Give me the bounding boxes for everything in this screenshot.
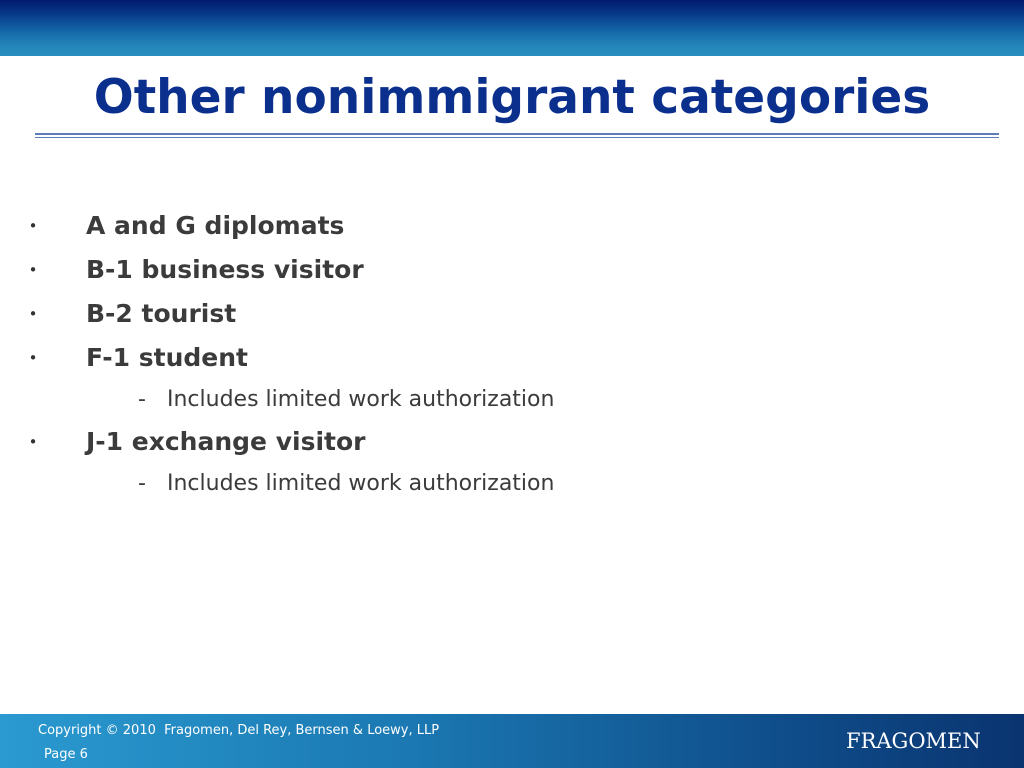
dash-icon: - (138, 471, 146, 496)
sub-list-item (0, 380, 1024, 420)
sub-bullet-text: Includes limited work authorization (167, 387, 555, 412)
title-rule (35, 133, 999, 135)
header-bar (0, 0, 1024, 56)
bullet-icon: • (28, 349, 38, 367)
copyright-text: Copyright © 2010 Fragomen, Del Rey, Bernsen & Loewy, LLP (38, 723, 440, 738)
list-item (0, 204, 1024, 248)
bullet-icon: • (28, 261, 38, 279)
footer-bar (0, 714, 1024, 768)
title-rule-thin (35, 137, 999, 138)
slide-title: Other nonimmigrant categories (93, 70, 931, 125)
sub-bullet-text: Includes limited work authorization (167, 471, 555, 496)
list-item (0, 420, 1024, 464)
list-item (0, 292, 1024, 336)
list-item (0, 248, 1024, 292)
bullet-text: F-1 student (86, 343, 249, 372)
bullet-text: A and G diplomats (86, 211, 345, 240)
bullet-text: B-2 tourist (86, 299, 237, 328)
bullet-icon: • (28, 305, 38, 323)
bullet-icon: • (28, 433, 38, 451)
sub-list-item (0, 464, 1024, 504)
page-number: Page 6 (44, 747, 88, 762)
dash-icon: - (138, 387, 146, 412)
list-item (0, 336, 1024, 380)
bullet-text: J-1 exchange visitor (86, 427, 366, 456)
bullet-icon: • (28, 217, 38, 235)
fragomen-logo: FRAGOMEN (846, 729, 981, 753)
bullet-text: B-1 business visitor (86, 255, 364, 284)
